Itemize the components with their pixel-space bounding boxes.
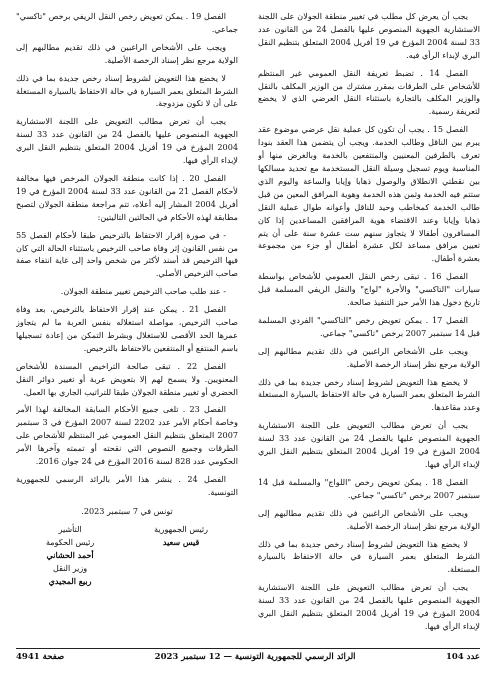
article-paragraph: الفصل 24 . ينشر هذا الأمر بالرائد الرسمي للجمهورية التونسية. xyxy=(16,474,238,497)
countersign-heading: التأشير xyxy=(58,524,82,534)
article-paragraph: الفصل 14 . تضبط تعريفة النقل العمومي غير المنتظم للأشخاص على الطرقات بمقرر مشترك من الوزير المكلف بالنقل والوزير المكلف بالتجارة باستثناء النقل العرضي الذي لا يخضع لتعريفة رسمية. xyxy=(258,67,480,117)
article-paragraph: الفصل 21 . يمكن عند إقرار الاحتفاظ بالترخيص، بعد وفاة صاحب الترخيص، مواصلة استغلاله بنفس العربة ما لم يتجاوز عمرها الحد الأقصى للاستغلال وبشرط التمكن من إعادة تسجيلها باسم المنتفع أو المنتفعين بالاحتفاظ بالترخيص. xyxy=(16,304,238,353)
article-paragraph: يجب أن يعرض كل مطلب في تغيير منطقة الجولان على اللجنة الاستشارية الجهوية المنصوص عليها بالفصل 24 من القانون عدد 33 لسنة 2004 المؤرخ في 19 أفريل 2004 المتعلق بتنظيم النقل البري لإبداء الرأي فيه. xyxy=(258,11,480,60)
article-paragraph: ويجب على الأشخاص الراغبين في ذلك تقديم مطالبهم إلى الولاية مرجع نظر إسناد الرخصة الأصلية. xyxy=(258,507,480,531)
transport-minister-name: ربيع المجيدي xyxy=(48,575,92,586)
article-paragraph: لا يخضع هذا التعويض لشروط إسناد رخص جديدة بما في ذلك الشرط المتعلق بعمر السيارة في حالة الاحتفاظ بالسيارة المستغلة. xyxy=(258,538,480,575)
journal-title-date: الرائد الرسمي للجمهورية التونسية — 12 سبتمبر 2023 xyxy=(154,652,356,662)
right-column xyxy=(258,10,480,644)
article-paragraph: لا يخضع هذا التعويض لشروط إسناد رخص جديدة بما في ذلك الشرط المتعلق بعمر السيارة في حالة الاحتفاظ بالسيارة المستغلة وعدد مقاعدها. xyxy=(258,376,480,413)
article-paragraph: الفصل 22 . تبقى صالحة التراخيص المسندة للأشخاص المعنويين. ولا يسمح لهم إلا بتعويض عربة أو تغيير دوائر النقل الحضري أو تغيير منطقة الجولان طبقا للتراتيب الجاري بها العمل. xyxy=(16,360,238,397)
article-paragraph: لا يخضع هذا التعويض لشروط إسناد رخص جديدة بما في ذلك الشرط المتعلق بعمر السيارة في حالة الاحتفاظ بالسيارة المستغلة على أن لا تكون مزدوجة. xyxy=(16,72,238,109)
article-paragraph: الفصل 17 . يمكن تعويض رخص "التاكسي" الفردي المسلمة قبل 14 سبتمبر 2007 برخص "تاكسي" جماعي. xyxy=(258,314,480,338)
article-paragraph: الفصل 23 . تلغى جميع الأحكام السابقة المخالفة لهذا الأمر وخاصة أحكام الأمر عدد 2202 لسنة 2007 المؤرخ في 3 سبتمبر 2007 المتعلق بتنظيم النقل العمومي غير المنتظم للأشخاص على الطرقات وجميع النصوص التي نقحته أو تممته وآخرها الأمر الحكومي عدد 828 لسنة 2016 المؤرخ في 24 جوان 2016. xyxy=(16,404,238,467)
article-paragraph: الفصل 16 . تبقى رخص النقل العمومي للأشخاص بواسطة سيارات "التاكسي" والأجرة "لواج" والنقل الريفي المسلمة قبل تاريخ دخول هذا الأمر حيز التنفيذ صالحة. xyxy=(258,271,480,308)
article-paragraph: يجب أن تعرض مطالب التعويض على اللجنة الاستشارية الجهوية المنصوص عليها بالفصل 24 من القانون عدد 33 لسنة 2004 المؤرخ في 19 أفريل 2004 المتعلق بتنظيم النقل البري لإبداء الرأي فيها. xyxy=(16,116,238,166)
article-paragraph: الفصل 19 . يمكن تعويض رخص النقل الريفي برخص "تاكسي" جماعي. xyxy=(16,11,238,34)
article-paragraph: يجب أن تعرض مطالب التعويض على اللجنة الاستشارية الجهوية المنصوص عليها بالفصل 24 من القانون عدد 33 لسنة 2004 المؤرخ في 19 أفريل 2004 المتعلق بتنظيم النقل البري لإبداء الرأي فيها. xyxy=(258,582,480,631)
left-column-paragraphs xyxy=(16,10,238,499)
president-name: قيس سعيد xyxy=(162,536,200,547)
pm-name: أحمد الحشاني xyxy=(46,549,94,560)
pm-title: رئيس الحكومة xyxy=(45,537,95,547)
president-title: رئيس الجمهورية xyxy=(154,524,209,534)
left-column xyxy=(16,10,238,644)
issue-number: عدد 104 xyxy=(445,652,480,662)
article-paragraph: - عند طلب صاحب الترخيص تغيير منطقة الجولان. xyxy=(60,286,226,297)
article-paragraph: - في صورة إقرار الاحتفاظ بالترخيص طبقا لأحكام الفصل 55 من نفس القانون إثر وفاة صاحب الترخيص باستثناء الحالة التي كان فيها الترخيص قد أسند لأكثر من شخص واحد إلى غاية انتفاء صفة صاحب الترخيص الأصلي. xyxy=(16,229,238,279)
article-paragraph: ويجب على الأشخاص الراغبين في ذلك تقديم مطالبهم إلى الولاية مرجع نظر إسناد الرخصة الأصلية. xyxy=(16,41,238,65)
article-paragraph: الفصل 15 . يجب أن تكون كل عملية نقل عرضي موضوع عقد يبرم بين الناقل وطالب الخدمة. ويجب أن يتضمن هذا العقد بنودا تعرف بالطرفين المعنيين والمنتفعين بالخدمة وبالغرض منها أو المناسبة ويوم تسجيل وسيلة النقل المستخدمة مع تحديد مسالكها بين نقطتي الانطلاق والوصول ذهابا وإيابا والساعة واليوم الذي ستتم فيه الخدمة وثمن هذه الخدمة وهوية المرافق المعين من قبل طالب الخدمة كمخاطب وحيد للناقل وأعوانه طوال عملية النقل ذهابا وإيابا وعند الاقتضاء هوية المرافقين المساعدين إذا كان المسافرون أطفالا لا يتجاوز سنهم ست عشرة سنة على أن يتم تعيين مرافق مساعد لكل عشرة أطفال أو جزء من مجموعة بعشرة أطفال. xyxy=(258,124,480,264)
text-columns xyxy=(16,10,480,644)
article-paragraph: يجب أن تعرض مطالب التعويض على اللجنة الاستشارية الجهوية المنصوص عليها بالفصل 24 من القانون عدد 33 لسنة 2004 المؤرخ في 19 أفريل 2004 المتعلق بتنظيم النقل البري لإبداء الرأي فيها. xyxy=(258,420,480,469)
page-footer xyxy=(16,648,480,662)
signatures xyxy=(16,523,238,588)
article-paragraph: الفصل 18 . يمكن تعويض رخص "اللواج" والمسلمة قبل 14 سبتمبر 2007 برخص "تاكسي" جماعي. xyxy=(258,476,480,500)
countersign-block xyxy=(46,523,94,588)
article-paragraph: الفصل 20 . إذا كانت منطقة الجولان المرخص فيها مخالفة لأحكام الفصل 21 من القانون عدد 33 لسنة 2004 المؤرخ في 19 أفريل 2004 المشار إليه أعلاه، تتم مراجعة منطقة الجولان لتصبح مطابقة لهذه الأحكام في الحالتين التاليتين: xyxy=(16,172,238,222)
article-paragraph: ويجب على الأشخاص الراغبين في ذلك تقديم مطالبهم إلى الولاية مرجع نظر إسناد الرخصة الأصلية. xyxy=(258,345,480,369)
signoff-date: تونس في 7 سبتمبر 2023. xyxy=(81,505,173,516)
transport-minister-title: وزير النقل xyxy=(53,563,88,573)
president-signature xyxy=(154,523,208,588)
page-number: صفحة 4941 xyxy=(16,652,65,662)
